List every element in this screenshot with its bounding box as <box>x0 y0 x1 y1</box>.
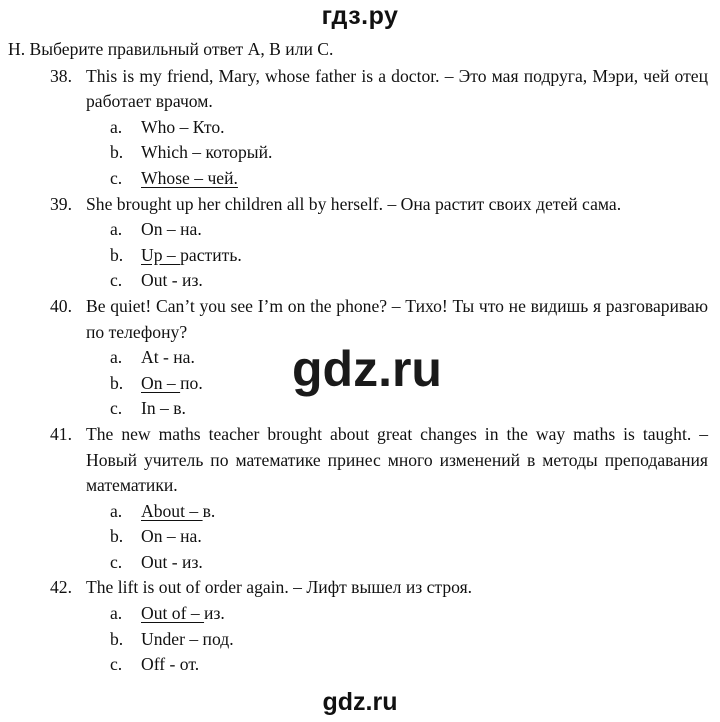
option-text <box>141 217 202 243</box>
option-text <box>141 601 225 627</box>
answer-option <box>110 166 708 192</box>
option-text <box>141 499 215 525</box>
option-translation: по. <box>180 372 203 393</box>
answer-options <box>8 601 708 678</box>
answer-option <box>110 550 708 576</box>
question-number: 40. <box>50 295 72 316</box>
site-title-bottom: gdz.ru <box>322 688 398 716</box>
answer-option <box>110 652 708 678</box>
option-translation: On – на. <box>141 219 202 240</box>
correct-answer-underlined: On – <box>141 372 181 393</box>
option-letter: c. <box>110 551 123 572</box>
correct-answer-underlined: Up – <box>141 244 181 265</box>
correct-answer-underlined: Whose – чей. <box>141 167 238 188</box>
option-translation: Off - от. <box>141 654 200 675</box>
question-text: The lift is out of order again. – Лифт вышел из строя. <box>86 577 473 598</box>
option-translation: растить. <box>180 244 242 265</box>
site-title-top: гдз.ру <box>321 2 399 30</box>
option-translation: On – на. <box>141 526 202 547</box>
option-letter: b. <box>110 526 124 547</box>
option-text <box>141 166 238 192</box>
option-text <box>141 371 203 397</box>
question-item <box>50 64 708 115</box>
option-text <box>141 627 234 653</box>
option-text <box>141 652 199 678</box>
correct-answer-underlined: Out of – <box>141 603 205 624</box>
option-translation: из. <box>204 603 225 624</box>
question-item <box>50 192 708 218</box>
answer-option <box>110 217 708 243</box>
option-letter: b. <box>110 142 124 163</box>
option-letter: b. <box>110 244 124 265</box>
answer-option <box>110 268 708 294</box>
option-translation: Out - из. <box>141 270 203 291</box>
option-translation: Who – Кто. <box>141 116 225 137</box>
question-item <box>50 294 708 345</box>
option-letter: c. <box>110 270 123 291</box>
option-letter: b. <box>110 628 124 649</box>
option-translation: в. <box>202 500 216 521</box>
question-number: 38. <box>50 65 72 86</box>
option-letter: c. <box>110 167 123 188</box>
answer-option <box>110 115 708 141</box>
question-text: The new maths teacher brought about great changes in the way maths is taught. – Новый учитель по математике принес много изменений в методы преподавания математики. <box>86 423 708 496</box>
question-item <box>50 422 708 499</box>
question-text: Be quiet! Can’t you see I’m on the phone? – Тихо! Ты что не видишь я разговариваю по телефону? <box>86 295 708 342</box>
option-text <box>141 115 225 141</box>
option-letter: a. <box>110 116 123 137</box>
option-letter: a. <box>110 500 123 521</box>
question-number: 41. <box>50 423 72 444</box>
option-text <box>141 243 242 269</box>
answer-options <box>8 115 708 192</box>
answer-option <box>110 627 708 653</box>
option-translation: In – в. <box>141 398 186 419</box>
option-translation: Which – который. <box>141 142 273 163</box>
correct-answer-underlined: About – <box>141 500 203 521</box>
question-text: This is my friend, Mary, whose father is a doctor. – Это мая подруга, Мэри, чей отец работает врачом. <box>86 65 708 112</box>
option-letter: a. <box>110 347 123 368</box>
option-letter: b. <box>110 372 124 393</box>
option-translation: Under – под. <box>141 628 234 649</box>
answer-option <box>110 396 708 422</box>
question-item <box>50 575 708 601</box>
answer-options <box>8 499 708 576</box>
question-number: 39. <box>50 193 72 214</box>
answer-option <box>110 524 708 550</box>
question-number: 42. <box>50 577 72 598</box>
question-text: She brought up her children all by herself. – Она растит своих детей сама. <box>86 193 622 214</box>
answer-options <box>8 217 708 294</box>
watermark: gdz.ru <box>292 341 442 397</box>
option-text <box>141 396 186 422</box>
option-letter: c. <box>110 398 123 419</box>
option-text <box>141 550 203 576</box>
option-letter: a. <box>110 603 123 624</box>
option-text <box>141 140 272 166</box>
option-text <box>141 345 195 371</box>
exercise-instruction: H. Выберите правильный ответ A, B или C. <box>8 39 334 59</box>
option-translation: At - на. <box>141 347 195 368</box>
answer-option <box>110 243 708 269</box>
answer-option <box>110 499 708 525</box>
option-letter: c. <box>110 654 123 675</box>
option-text <box>141 524 202 550</box>
option-letter: a. <box>110 219 123 240</box>
answer-option <box>110 140 708 166</box>
answer-option <box>110 601 708 627</box>
option-translation: Out - из. <box>141 551 203 572</box>
option-text <box>141 268 203 294</box>
